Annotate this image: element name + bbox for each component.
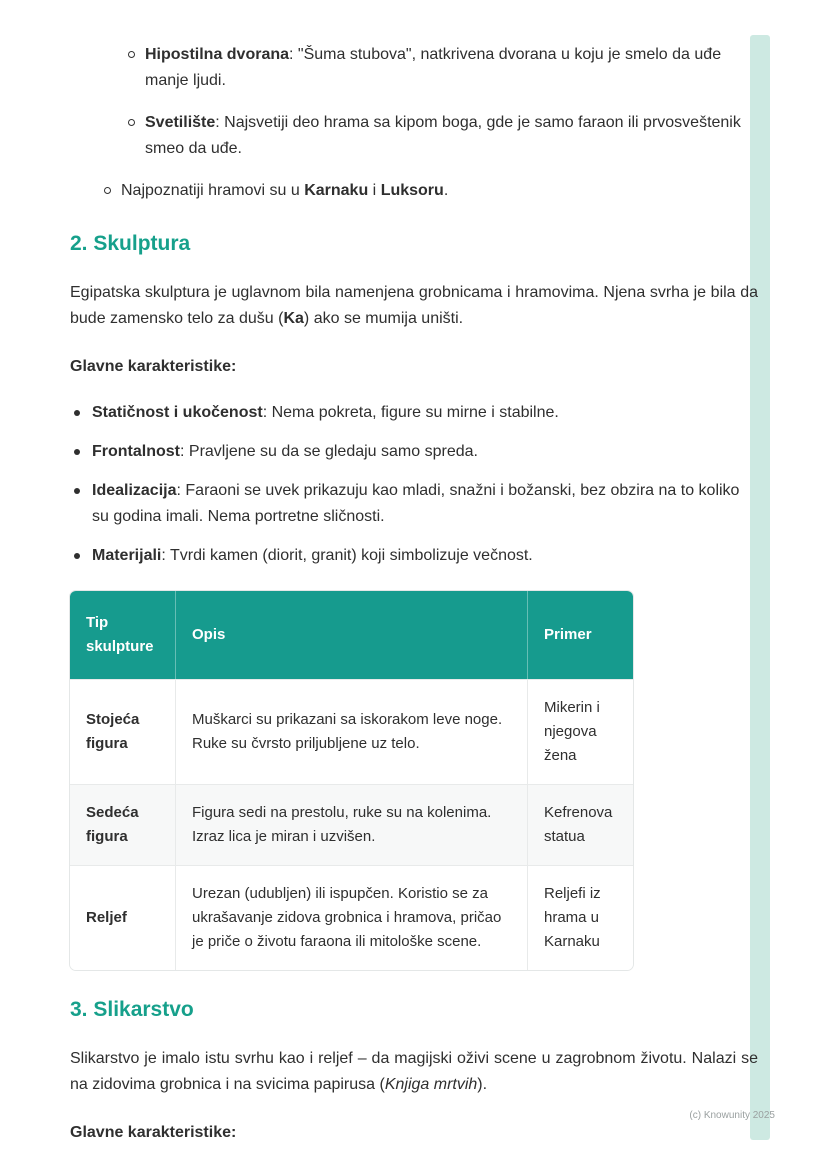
characteristics-heading-skulptura: Glavne karakteristike: (70, 358, 237, 375)
list-item-term: Luksoru (380, 182, 444, 199)
cell-opis: Figura sedi na prestolu, ruke su na kolenima. Izraz lica je miran i uzvišen. (175, 784, 527, 865)
list-item-text: : Tvrdi kamen (diorit, granit) koji simbolizuje večnost. (161, 547, 533, 564)
section-title-slikarstvo: 3. Slikarstvo (70, 998, 194, 1021)
list-item (70, 478, 758, 530)
cell-primer: Kefrenova statua (527, 784, 633, 865)
list-item-term: Materijali (92, 547, 162, 564)
cell-opis: Urezan (udubljen) ili ispupčen. Koristio se za ukrašavanje zidova grobnica i hramova, pričao je priče o životu faraona ili mitološke scene. (175, 865, 527, 970)
footer-credit: (c) Knowunity 2025 (689, 1110, 775, 1121)
paragraph-bold: Ka (283, 310, 304, 327)
column-header-opis: Opis (175, 591, 527, 679)
cell-tip: Stojeća figura (70, 679, 175, 784)
table-row (70, 679, 633, 784)
temple-parts-sublist (128, 42, 758, 162)
list-item (128, 42, 758, 94)
list-item-text: : "Šuma stubova", natkrivena dvorana u koju je smelo da uđe manje ljudi. (145, 46, 722, 89)
characteristics-heading-slikarstvo: Glavne karakteristike: (70, 1124, 237, 1141)
list-item (70, 543, 758, 569)
list-item-term: Statičnost i ukočenost (92, 404, 263, 421)
list-item-text: : Najsvetiji deo hrama sa kipom boga, gde je samo faraon ili prvosveštenik smeo da uđe. (145, 114, 741, 157)
list-item-text: : Pravljene su da se gledaju samo spreda. (180, 443, 478, 460)
list-item-text: i (368, 182, 381, 199)
slikarstvo-intro-paragraph (70, 1046, 758, 1098)
list-item-term: Hipostilna dvorana (145, 46, 290, 63)
temple-main-list (104, 178, 758, 204)
list-item-term: Idealizacija (92, 482, 177, 499)
paragraph-text: ). (477, 1076, 488, 1093)
document-content (70, 0, 758, 1164)
sculpture-table (70, 591, 633, 970)
cell-tip: Sedeća figura (70, 784, 175, 865)
list-item-text: : Faraoni se uvek prikazuju kao mladi, snažni i božanski, bez obzira na to koliko su godina imali. Nema portretne sličnosti. (92, 482, 740, 525)
column-header-primer: Primer (527, 591, 633, 679)
table-row (70, 784, 633, 865)
list-item (104, 178, 758, 204)
table-row (70, 865, 633, 970)
section-title-skulptura: 2. Skulptura (70, 232, 191, 255)
skulptura-characteristics-list (70, 400, 758, 569)
paragraph-text: ) ako se mumija uništi. (303, 310, 464, 327)
list-item (70, 439, 758, 465)
column-header-tip: Tip skulpture (70, 591, 175, 679)
list-item-text: . (443, 182, 449, 199)
paragraph-text: Slikarstvo je imalo istu svrhu kao i reljef – da magijski oživi scene u zagrobnom životu. Nalazi se na zidovima grobnica i na svicima papirusa ( (70, 1050, 758, 1093)
list-item-term: Frontalnost (92, 443, 180, 460)
list-item-text: Najpoznatiji hramovi su u (121, 182, 305, 199)
sculpture-table-container (70, 591, 633, 970)
list-item-term: Karnaku (304, 182, 369, 199)
table-header-row (70, 591, 633, 679)
list-item-term: Svetilište (145, 114, 216, 131)
cell-primer: Mikerin i njegova žena (527, 679, 633, 784)
paragraph-italic: Knjiga mrtvih (384, 1076, 478, 1093)
cell-tip: Reljef (70, 865, 175, 970)
cell-opis: Muškarci su prikazani sa iskorakom leve noge. Ruke su čvrsto priljubljene uz telo. (175, 679, 527, 784)
paragraph-text: Egipatska skulptura je uglavnom bila namenjena grobnicama i hramovima. Njena svrha je bila da bude zamensko telo za dušu ( (70, 284, 758, 327)
cell-primer: Reljefi iz hrama u Karnaku (527, 865, 633, 970)
list-item (128, 110, 758, 162)
skulptura-intro-paragraph (70, 280, 758, 332)
list-item (70, 400, 758, 426)
list-item-text: : Nema pokreta, figure su mirne i stabilne. (262, 404, 559, 421)
